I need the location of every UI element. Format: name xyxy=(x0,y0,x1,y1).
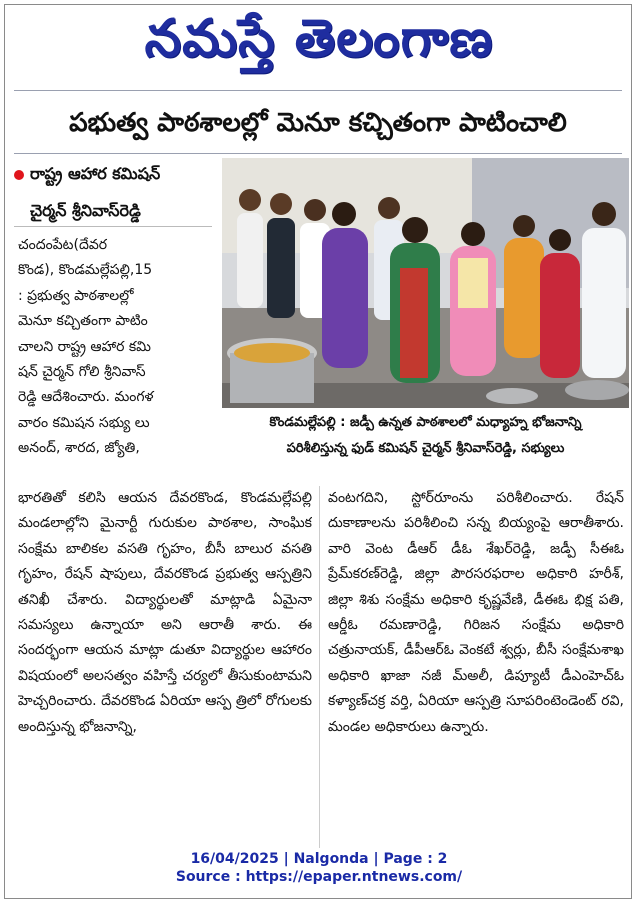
column-left-text: భారతితో కలిసి ఆయన దేవరకొండ, కొండమల్లేపల్లి మండలాల్లోని మైనార్టీ గురుకుల పాఠశాల, సాంఘిక సంక్షేమ బాలికల వసతి గృహం, బీసీ బాలుర వసతి గృహం, రేషన్ షాపులు, దేవరకొండ ప్రభుత్వ ఆస్పత్రిని తనిఖీ చేశారు. విద్యార్థులతో మాట్లాడి ఏమైనా సమస్యలు ఉన్నాయా అని ఆరాతీ శారు. ఈ సందర్భంగా ఆయన మాట్లా డుతూ విద్యార్థుల ఆహారం విషయంలో అలసత్వం వహిస్తే చర్యలో తీసుకుంటామని హెచ్చరించారు. దేవరకొండ ఏరియా ఆస్ప త్రిలో రోగులకు అందిస్తున్న భోజనాన్ని, xyxy=(18,490,312,735)
article-column-left xyxy=(18,486,312,844)
caption-line-1: కొండమల్లేపల్లి : జడ్పీ ఉన్నత పాఠశాలలో మధ్యాహ్న భోజనాన్ని xyxy=(269,415,582,430)
deck-text-1: రాష్ట్ర ఆహార కమిషన్ xyxy=(30,164,161,183)
deck-text-2: చైర్మన్ శ్రీనివాస్‌రెడ్డి xyxy=(30,201,141,220)
lede-line: అనంద్, శారద, జ్యోతి, xyxy=(18,440,140,457)
headline-rule xyxy=(14,153,622,154)
lede-line: వారం కమిషన సభ్యు లు xyxy=(18,414,150,431)
deck-line-1 xyxy=(14,164,160,187)
red-bullet-icon xyxy=(14,170,24,180)
deck-divider xyxy=(14,226,212,227)
article-column-right xyxy=(328,486,624,816)
news-photo xyxy=(222,158,629,408)
lede-line: షన్ చైర్మన్ గోలి శ్రీనివాస్ xyxy=(18,364,146,381)
photo-caption xyxy=(222,410,629,462)
lede-line: రెడ్డి ఆదేశించారు. మంగళ xyxy=(18,389,154,406)
source-link[interactable]: Source : https://epaper.ntnews.com/ xyxy=(175,869,463,885)
edition-info: 16/04/2025 | Nalgonda | Page : 2 xyxy=(190,851,448,867)
article-lede xyxy=(18,233,216,488)
lede-line: కొండ), కొండమల్లేపల్లి,15 xyxy=(18,262,153,279)
column-right-text: వంటగదిని, స్టోర్‌రూంను పరిశీలించారు. రేషన్ దుకాణాలను పరిశీలించి సన్న బియ్యంపై ఆరాతీశారు. వారి వెంట డీఆర్ డీఓ శేఖర్‌రెడ్డి, జడ్పీ సీఈఓ ప్రేమ్‌కరణ్‌రెడ్డి, జిల్లా పౌరసరఫరాల అధికారి హరీశ్, జిల్లా శిశు సంక్షేమ అధికారి కృష్ణవేణి, డీఈఓ భిక్ష పతి, ఆర్డీఓ రమణారెడ్డి, గిరిజన సంక్షేమ అధికారి చత్రునాయక్, డీపీఆర్ఓ వెంకటే శ్వర్లు, బీసీ సంక్షేమశాఖ అధికారి ఖాజా నజీ మ్అలీ, డిప్యూటీ డీఎంహెచ్ఓ కళ్యాణ్‌చక్ర వర్తి, ఏరియా ఆస్పత్రి సూపరింటెండెంట్ రవి, మండల అధికారులు ఉన్నారు. xyxy=(328,490,624,735)
lede-line: చందంపేట(దేవర xyxy=(18,237,108,253)
article-headline: పభుత్వ పాఠశాలల్లో మెనూ కచ్చితంగా పాటించాలి xyxy=(69,108,567,138)
newspaper-masthead: నమస్తే తెలంగాణ xyxy=(144,9,494,69)
caption-line-2: పరిశీలిస్తున్న ఫుడ్ కమిషన్ చైర్మన్ శ్రీనివాస్‌రెడ్డి, సభ్యులు xyxy=(286,441,565,456)
kitchen-inspection-photo xyxy=(222,158,629,408)
masthead-rule xyxy=(14,90,622,91)
column-divider xyxy=(319,486,320,848)
lede-line: మెనూ కచ్చితంగా పాటిం xyxy=(18,313,148,330)
lede-line: : ప్రభుత్వ పాఠశాలల్లో xyxy=(18,287,134,304)
deck-line-2 xyxy=(30,201,141,224)
lede-line: చాలని రాష్ట్ర ఆహార కమి xyxy=(18,338,151,355)
